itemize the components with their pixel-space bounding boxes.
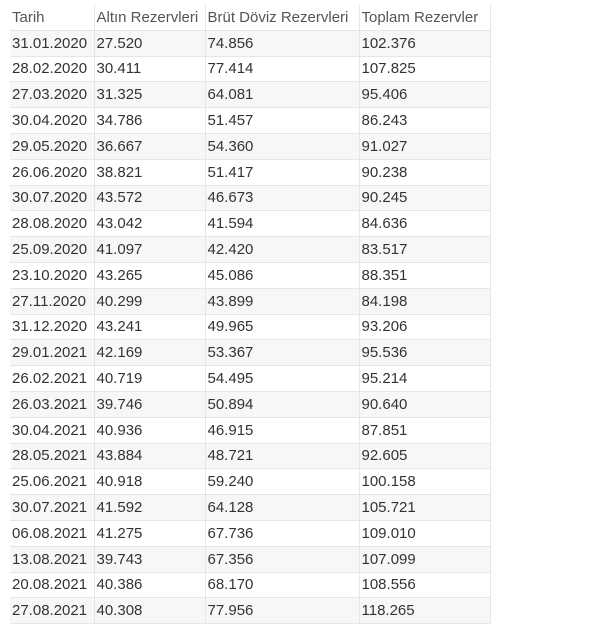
cell-total-reserves[interactable]: 107.825	[359, 56, 490, 82]
cell-date[interactable]: 06.08.2021	[10, 520, 94, 546]
table-row	[10, 520, 490, 546]
cell-total-reserves[interactable]: 118.265	[359, 598, 490, 624]
table-row	[10, 237, 490, 263]
header-gross-fx-reserves[interactable]: Brüt Döviz Rezervleri	[205, 5, 359, 30]
table-row	[10, 82, 490, 108]
cell-total-reserves[interactable]: 95.536	[359, 340, 490, 366]
cell-gross-fx-reserves[interactable]: 41.594	[205, 211, 359, 237]
cell-gross-fx-reserves[interactable]: 46.673	[205, 185, 359, 211]
cell-date[interactable]: 25.06.2021	[10, 469, 94, 495]
cell-gross-fx-reserves[interactable]: 42.420	[205, 237, 359, 263]
table-row	[10, 546, 490, 572]
reserves-table	[10, 5, 491, 624]
cell-gold-reserves[interactable]: 40.918	[94, 469, 205, 495]
cell-gold-reserves[interactable]: 43.265	[94, 262, 205, 288]
cell-total-reserves[interactable]: 84.198	[359, 288, 490, 314]
cell-gold-reserves[interactable]: 40.386	[94, 572, 205, 598]
cell-gross-fx-reserves[interactable]: 46.915	[205, 417, 359, 443]
cell-total-reserves[interactable]: 100.158	[359, 469, 490, 495]
cell-date[interactable]: 31.01.2020	[10, 30, 94, 56]
cell-gross-fx-reserves[interactable]: 48.721	[205, 443, 359, 469]
cell-gold-reserves[interactable]: 38.821	[94, 159, 205, 185]
cell-gross-fx-reserves[interactable]: 53.367	[205, 340, 359, 366]
table-row	[10, 211, 490, 237]
table-row	[10, 572, 490, 598]
cell-gold-reserves[interactable]: 31.325	[94, 82, 205, 108]
cell-gold-reserves[interactable]: 30.411	[94, 56, 205, 82]
cell-total-reserves[interactable]: 84.636	[359, 211, 490, 237]
cell-gold-reserves[interactable]: 42.169	[94, 340, 205, 366]
cell-date[interactable]: 28.08.2020	[10, 211, 94, 237]
table-row	[10, 391, 490, 417]
cell-gold-reserves[interactable]: 43.241	[94, 314, 205, 340]
cell-date[interactable]: 26.02.2021	[10, 366, 94, 392]
table-row	[10, 108, 490, 134]
cell-gross-fx-reserves[interactable]: 64.128	[205, 495, 359, 521]
cell-total-reserves[interactable]: 93.206	[359, 314, 490, 340]
table-row	[10, 288, 490, 314]
cell-date[interactable]: 23.10.2020	[10, 262, 94, 288]
cell-date[interactable]: 30.07.2021	[10, 495, 94, 521]
cell-date[interactable]: 27.11.2020	[10, 288, 94, 314]
table-body	[10, 30, 490, 623]
cell-gold-reserves[interactable]: 43.884	[94, 443, 205, 469]
table-row	[10, 159, 490, 185]
table-row	[10, 56, 490, 82]
cell-gold-reserves[interactable]: 39.746	[94, 391, 205, 417]
cell-date[interactable]: 27.03.2020	[10, 82, 94, 108]
cell-date[interactable]: 29.05.2020	[10, 133, 94, 159]
cell-date[interactable]: 27.08.2021	[10, 598, 94, 624]
header-row	[10, 5, 490, 30]
cell-total-reserves[interactable]: 88.351	[359, 262, 490, 288]
cell-total-reserves[interactable]: 109.010	[359, 520, 490, 546]
cell-date[interactable]: 30.04.2021	[10, 417, 94, 443]
cell-date[interactable]: 13.08.2021	[10, 546, 94, 572]
cell-total-reserves[interactable]: 102.376	[359, 30, 490, 56]
cell-total-reserves[interactable]: 87.851	[359, 417, 490, 443]
cell-total-reserves[interactable]: 92.605	[359, 443, 490, 469]
table-row	[10, 30, 490, 56]
cell-total-reserves[interactable]: 107.099	[359, 546, 490, 572]
cell-date[interactable]: 25.09.2020	[10, 237, 94, 263]
cell-gross-fx-reserves[interactable]: 64.081	[205, 82, 359, 108]
cell-gold-reserves[interactable]: 27.520	[94, 30, 205, 56]
cell-total-reserves[interactable]: 86.243	[359, 108, 490, 134]
table-row	[10, 598, 490, 624]
cell-gross-fx-reserves[interactable]: 54.495	[205, 366, 359, 392]
cell-gross-fx-reserves[interactable]: 43.899	[205, 288, 359, 314]
cell-date[interactable]: 31.12.2020	[10, 314, 94, 340]
cell-date[interactable]: 30.04.2020	[10, 108, 94, 134]
cell-gold-reserves[interactable]: 40.719	[94, 366, 205, 392]
cell-total-reserves[interactable]: 90.238	[359, 159, 490, 185]
cell-date[interactable]: 26.06.2020	[10, 159, 94, 185]
cell-gold-reserves[interactable]: 34.786	[94, 108, 205, 134]
cell-gross-fx-reserves[interactable]: 51.417	[205, 159, 359, 185]
cell-gross-fx-reserves[interactable]: 50.894	[205, 391, 359, 417]
table-row	[10, 495, 490, 521]
cell-gold-reserves[interactable]: 43.042	[94, 211, 205, 237]
table-row	[10, 443, 490, 469]
cell-total-reserves[interactable]: 105.721	[359, 495, 490, 521]
cell-gold-reserves[interactable]: 41.275	[94, 520, 205, 546]
table-row	[10, 262, 490, 288]
table-row	[10, 133, 490, 159]
cell-date[interactable]: 30.07.2020	[10, 185, 94, 211]
table-row	[10, 185, 490, 211]
header-total-reserves[interactable]: Toplam Rezervler	[359, 5, 490, 30]
cell-gross-fx-reserves[interactable]: 45.086	[205, 262, 359, 288]
table-row	[10, 417, 490, 443]
header-gold-reserves[interactable]: Altın Rezervleri	[94, 5, 205, 30]
cell-date[interactable]: 28.02.2020	[10, 56, 94, 82]
cell-gross-fx-reserves[interactable]: 54.360	[205, 133, 359, 159]
cell-gold-reserves[interactable]: 40.936	[94, 417, 205, 443]
cell-gross-fx-reserves[interactable]: 67.356	[205, 546, 359, 572]
cell-total-reserves[interactable]: 95.406	[359, 82, 490, 108]
cell-date[interactable]: 20.08.2021	[10, 572, 94, 598]
table-row	[10, 366, 490, 392]
cell-date[interactable]: 28.05.2021	[10, 443, 94, 469]
cell-gold-reserves[interactable]: 41.592	[94, 495, 205, 521]
cell-total-reserves[interactable]: 91.027	[359, 133, 490, 159]
cell-gross-fx-reserves[interactable]: 68.170	[205, 572, 359, 598]
cell-total-reserves[interactable]: 90.640	[359, 391, 490, 417]
cell-gold-reserves[interactable]: 39.743	[94, 546, 205, 572]
cell-gross-fx-reserves[interactable]: 59.240	[205, 469, 359, 495]
cell-gold-reserves[interactable]: 40.299	[94, 288, 205, 314]
cell-gross-fx-reserves[interactable]: 77.414	[205, 56, 359, 82]
cell-date[interactable]: 26.03.2021	[10, 391, 94, 417]
table-row	[10, 469, 490, 495]
cell-total-reserves[interactable]: 83.517	[359, 237, 490, 263]
cell-gross-fx-reserves[interactable]: 67.736	[205, 520, 359, 546]
table-row	[10, 340, 490, 366]
cell-total-reserves[interactable]: 108.556	[359, 572, 490, 598]
cell-gross-fx-reserves[interactable]: 49.965	[205, 314, 359, 340]
cell-gold-reserves[interactable]: 43.572	[94, 185, 205, 211]
cell-total-reserves[interactable]: 95.214	[359, 366, 490, 392]
cell-gross-fx-reserves[interactable]: 77.956	[205, 598, 359, 624]
cell-gold-reserves[interactable]: 36.667	[94, 133, 205, 159]
cell-gold-reserves[interactable]: 41.097	[94, 237, 205, 263]
reserves-table-sheet	[10, 5, 490, 624]
cell-gross-fx-reserves[interactable]: 74.856	[205, 30, 359, 56]
cell-gold-reserves[interactable]: 40.308	[94, 598, 205, 624]
cell-gross-fx-reserves[interactable]: 51.457	[205, 108, 359, 134]
cell-total-reserves[interactable]: 90.245	[359, 185, 490, 211]
header-date[interactable]: Tarih	[10, 5, 94, 30]
cell-date[interactable]: 29.01.2021	[10, 340, 94, 366]
table-row	[10, 314, 490, 340]
